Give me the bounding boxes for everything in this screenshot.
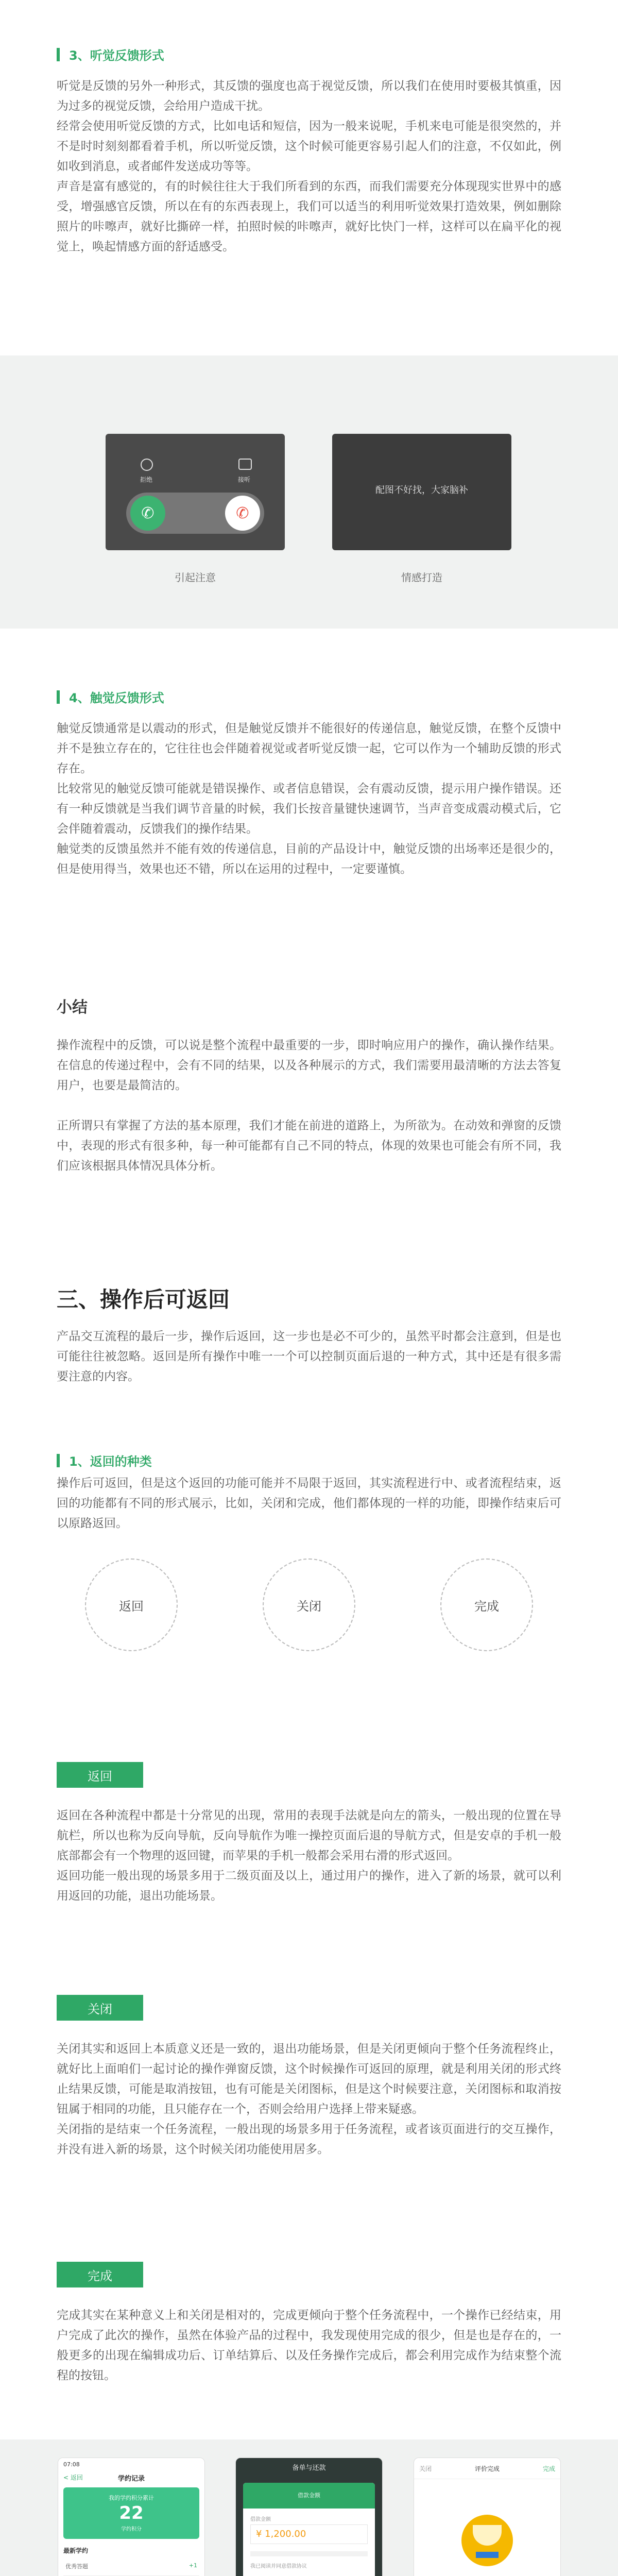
section-heading-auditory — [57, 45, 164, 63]
list-item[interactable] — [63, 2557, 199, 2576]
placeholder-image — [332, 434, 511, 550]
done-body — [57, 2306, 561, 2386]
paragraph: 经常会使用听觉反馈的方式，比如电话和短信，因为一般来说呢，手机来电可能是很突然的，并不是时时刻刻都看着手机，所以听觉反馈，这个时候可能更容易引起人们的注意，不仅如此，例如收到消息，或者邮件发送成功等等。 — [57, 120, 561, 173]
section-heading-text: 3、听觉反馈形式 — [69, 48, 164, 63]
trophy-base — [476, 2552, 499, 2558]
message-icon — [238, 459, 252, 470]
card-label: 我的学约积分累计 — [109, 2495, 154, 2501]
item-value: +1 — [188, 2562, 197, 2569]
call-message-label: 接听 — [237, 476, 250, 483]
close-body — [57, 2039, 561, 2160]
section-heading-text: 4、触觉反馈形式 — [69, 691, 164, 705]
section-heading-return-types — [57, 1451, 152, 1469]
decline-call-icon: ✆ — [225, 496, 260, 531]
call-decline-label: 拒绝 — [140, 476, 152, 483]
paragraph: 返回在各种流程中都是十分常见的出现，常用的表现手法就是向左的箭头，一般出现的位置在导航栏，所以也称为反向导航，反向导航作为唯一操控页面后退的导航方式，但是安卓的手机一般底部都会有一个物理的返回键，而苹果的手机一般都会采用右滑的形式返回。 — [57, 1809, 561, 1862]
figure-caption: 引起注意 — [175, 571, 216, 584]
divider — [250, 2551, 368, 2556]
paragraph: 产品交互流程的最后一步，操作后返回，这一步也是必不可少的，虽然平时都会注意到，但是也可能往往被忽略。返回是所有操作中唯一一个可以控制页面后退的一种方式，其中还是有很多需要注意的内容。 — [57, 1330, 561, 1383]
points-list — [63, 2557, 199, 2576]
paragraph: 关闭其实和返回上本质意义还是一致的，退出功能场景，但是关闭更倾向于整个任务流程终止，就好比上面咱们一起讨论的操作弹窗反馈，这个时候操作可返回的原理，就是利用关闭的形式终止结果反馈，可能是取消按钮，也有可能是关闭图标，但是这个时候要注意，关闭图标和取消按钮属于相同的功能，且只能存在一个，否则会给用户选择上带来疑惑。 — [57, 2042, 561, 2116]
heading-accent-bar — [57, 48, 60, 61]
nav-title: 学约记录 — [117, 2475, 145, 2483]
paragraph: 声音是富有感觉的，有的时候往往大于我们所看到的东西，而我们需要充分体现现实世界中的感受，增强感官反馈，所以在有的东西表现上，我们可以适当的利用听觉效果打造效果，例如删除照片的咔嚓声，就好比撕碎一样，拍照时候的咔嚓声，就好比快门一样，这样可以在扁平化的视觉上，唤起情感方面的舒适感受。 — [57, 180, 561, 253]
nav-bar — [58, 2471, 204, 2484]
paragraph: 正所谓只有掌握了方法的基本原理，我们才能在前进的道路上，为所欲为。在动效和弹窗的反馈中，表现的形式有很多种，每一种可能都有自己不同的特点，体现的效果也可能会有所不同，我们应该根据具体情况具体分析。 — [57, 1119, 561, 1173]
heading-accent-bar — [57, 690, 60, 704]
figure-auditory — [0, 355, 618, 629]
screen-done-example — [414, 2458, 561, 2576]
amount-field[interactable]: ¥ 1,200.00 — [250, 2524, 368, 2544]
close-link[interactable]: 关闭 — [419, 2465, 432, 2472]
section4-body — [57, 719, 561, 879]
summary-body — [57, 1036, 561, 1176]
trophy-icon — [461, 2515, 513, 2566]
return-circle: 返回 — [85, 1558, 178, 1651]
status-bar: 07:08 — [63, 2461, 80, 2468]
paragraph: 操作流程中的反馈，可以说是整个流程中最重要的一步，即时响应用户的操作，确认操作结果。在信息的传递过程中，会有不同的结果，以及各种展示的方式，我们需要用最清晰的方法去答复用户，也要是最简洁的。 — [57, 1039, 561, 1092]
alarm-icon — [141, 459, 153, 471]
part-heading: 三、操作后可返回 — [57, 1287, 230, 1312]
section-heading-tactile — [57, 688, 164, 706]
paragraph: 操作后可返回，但是这个返回的功能可能并不局限于返回，其实流程进行中、或者流程结束，返回的功能都有不同的形式展示，比如，关闭和完成，他们都体现的一样的功能，即操作结束后可以原路返回。 — [57, 1477, 561, 1530]
placeholder-text: 配图不好找，大家脑补 — [375, 485, 468, 496]
heading-accent-bar — [57, 1454, 60, 1467]
loan-dialog — [243, 2483, 375, 2576]
nav-title: 备单与还款 — [292, 2464, 326, 2472]
section3-body — [57, 76, 561, 257]
input-label: 借款金额 — [250, 2517, 271, 2522]
trophy-cup — [473, 2525, 502, 2546]
summary-heading: 小结 — [57, 998, 88, 1016]
back-body — [57, 1806, 561, 1906]
close-circle: 关闭 — [263, 1558, 355, 1651]
return-types-body — [57, 1473, 561, 1534]
done-tag: 完成 — [57, 2262, 143, 2287]
paragraph: 返回功能一般出现的场景多用于二级页面及以上，通过用户的操作，进入了新的场景，就可以利用返回的功能，退出功能场景。 — [57, 1869, 561, 1903]
paragraph: 听觉是反馈的另外一种形式，其反馈的强度也高于视觉反馈，所以我们在使用时要极其慎重，因为过多的视觉反馈，会给用户造成干扰。 — [57, 79, 561, 113]
close-tag: 关闭 — [57, 1995, 143, 2021]
paragraph: 触觉反馈通常是以震动的形式，但是触觉反馈并不能很好的传递信息，触觉反馈，在整个反馈中并不是独立存在的，它往往也会伴随着视觉或者听觉反馈一起，它可以作为一个辅助反馈的形式存在。 — [57, 722, 561, 775]
done-button[interactable]: 完成 — [542, 2465, 555, 2472]
done-circle: 完成 — [440, 1558, 533, 1651]
back-button[interactable]: < 返回 — [63, 2474, 83, 2481]
figure-caption: 情感打造 — [401, 571, 442, 584]
item-title: 优秀答题 — [65, 2563, 88, 2570]
dialog-header: 借款金额 — [243, 2483, 375, 2509]
agreement-link[interactable]: 我已阅读并同意借款协议 — [250, 2564, 307, 2569]
paragraph: 完成其实在某种意义上和关闭是相对的，完成更倾向于整个任务流程中，一个操作已经结束，用户完成了此次的操作，虽然在体验产品的过程中，我发现使用完成的很少，但是也是存在的，一般更多的出现在编辑成功后、订单结算后、以及任务操作完成后，都会利用完成作为结束整个流程的按钮。 — [57, 2309, 561, 2382]
figure-return-screens — [0, 2439, 618, 2576]
screen-return-example — [58, 2458, 205, 2576]
part3-body — [57, 1327, 561, 1387]
paragraph: 比较常见的触觉反馈可能就是错误操作、或者信息错误，会有震动反馈，提示用户操作错误。还有一种反馈就是当我们调节音量的时候，我们长按音量键快速调节，当声音变成震动模式后，它会伴随着震动，反馈我们的操作结果。 — [57, 782, 561, 836]
paragraph: 触觉类的反馈虽然并不能有效的传递信息，目前的产品设计中，触觉反馈的出场率还是很少的，但是使用得当，效果也还不错，所以在运用的过程中，一定要谨慎。 — [57, 842, 561, 876]
paragraph: 关闭指的是结束一个任务流程，一般出现的场景多用于任务流程，或者该页面进行的交互操作，并没有进入新的场景，这个时候关闭功能使用居多。 — [57, 2123, 561, 2156]
paragraph-spacer — [57, 1096, 561, 1116]
answer-call-icon: ✆ — [130, 496, 165, 531]
list-heading: 最新学约 — [63, 2547, 89, 2554]
points-unit: 学约积分 — [121, 2527, 142, 2532]
points-number: 22 — [119, 2503, 144, 2523]
incoming-call-screen — [106, 434, 285, 550]
screen-close-example — [235, 2458, 383, 2576]
section-heading-text: 1、返回的种类 — [69, 1454, 152, 1469]
points-card — [63, 2487, 199, 2539]
nav-bar — [414, 2458, 560, 2479]
nav-title: 评价完成 — [474, 2465, 500, 2472]
call-slider-track — [126, 493, 264, 534]
back-tag: 返回 — [57, 1762, 143, 1788]
